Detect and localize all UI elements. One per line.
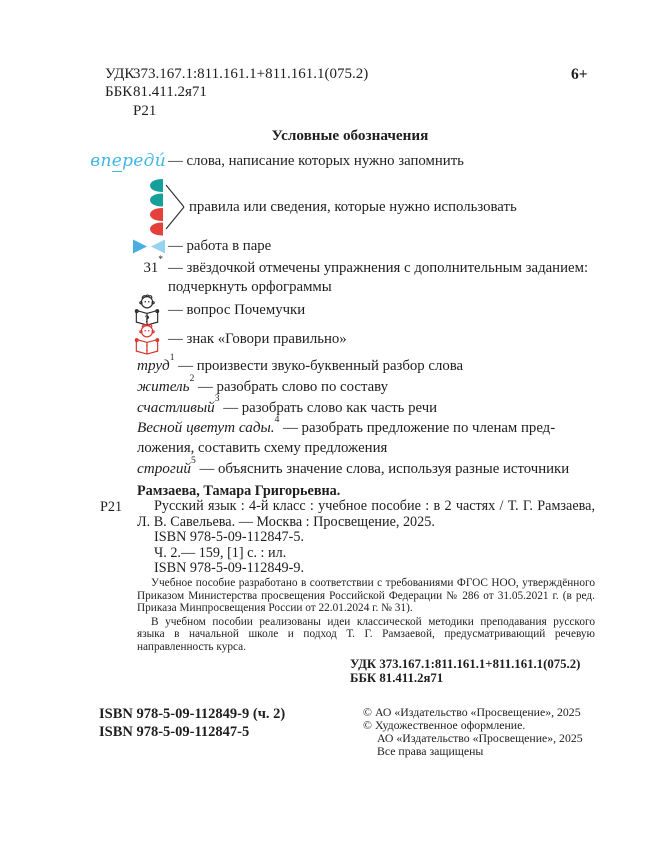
legend-desc-star: — звёздочкой отмечены упражнения с дополнительным заданием: подчеркнуть орфограммы bbox=[168, 260, 589, 295]
udk-bottom-block bbox=[350, 658, 595, 685]
footer-isbn-block bbox=[99, 706, 285, 741]
copyright-design-line: © Художественное оформление. bbox=[363, 718, 526, 732]
term-row-composition: житель$^2$ — разобрать слово по составу bbox=[137, 373, 389, 395]
legend-desc-rules: правила или сведения, которые нужно использовать bbox=[189, 198, 517, 215]
rules-bracket-icon bbox=[105, 178, 187, 236]
udk-label: УДК bbox=[105, 66, 135, 82]
isbn-part-line: ISBN 978-5-09-112849-9. bbox=[154, 560, 305, 577]
legend-list bbox=[90, 150, 595, 480]
copyright-publisher-line: © АО «Издательство «Просвещение», 2025 bbox=[363, 705, 581, 719]
footer-copyright-block bbox=[363, 706, 583, 758]
legend-row-memorize bbox=[90, 150, 595, 172]
rights-reserved-line: Все права защищены bbox=[377, 744, 484, 758]
legend-title: Условные обозначения bbox=[271, 127, 429, 144]
part-pages-line: Ч. 2.— 159, [1] с. : ил. bbox=[154, 544, 287, 561]
pochemuchka-icon bbox=[133, 294, 161, 326]
analysis-terms-list bbox=[137, 352, 595, 480]
copyright-icon: © bbox=[363, 705, 372, 719]
term-row-sentence: Весной цветут сады.$^4$ — разобрать предложение по членам предложения, составить схему предложения bbox=[137, 415, 556, 457]
legend-row-speak bbox=[105, 323, 595, 355]
legend-desc-memorize: — слова, написание которых нужно запомнить bbox=[168, 152, 464, 169]
term-row-meaning: строгий$^5$ — объяснить значение слова, используя разные источники bbox=[137, 455, 570, 477]
handwritten-word-icon: впереди́ bbox=[90, 151, 166, 171]
bbk-line bbox=[105, 83, 368, 101]
classification-codes bbox=[105, 65, 368, 120]
footer-isbn-full: ISBN 978-5-09-112847-5 bbox=[99, 723, 250, 740]
annotation-method: В учебном пособии реализованы идеи классической методики преподавания русского языка в начальной школе и подход Т. Г. Рамзаевой, предусматривающий речевую направленность курса. bbox=[137, 615, 595, 653]
author-heading: Рамзаева, Тамара Григорьевна. bbox=[137, 483, 341, 499]
bbk-label: ББК bbox=[105, 84, 133, 101]
term-row-sound: труд$^1$ — произвести звуко-буквенный разбор слова bbox=[137, 352, 464, 374]
term-row-part-of-speech: счастливый$^3$ — разобрать слово как часть речи bbox=[137, 394, 438, 416]
copyright-icon: © bbox=[363, 718, 372, 732]
catalog-entry-text: Русский язык : 4-й класс : учебное пособие : в 2 частях / Т. Г. Рамзаева, Л. В. Савельева. — Москва : Просвещение, 2025. bbox=[137, 498, 595, 530]
author-sign-code: Р21 bbox=[133, 102, 157, 119]
age-rating-badge: 6+ bbox=[571, 66, 588, 83]
bbk-bottom-line: ББК 81.411.2я71 bbox=[350, 670, 444, 685]
author-sign-code-entry: Р21 bbox=[100, 499, 123, 516]
udk-value: 373.167.1:811.161.1+811.161.1(075.2) bbox=[133, 66, 369, 82]
pair-work-icon bbox=[132, 239, 166, 254]
udk-bottom-line: УДК 373.167.1:811.161.1+811.161.1(075.2) bbox=[350, 657, 581, 672]
legend-desc-speak: — знак «Говори правильно» bbox=[168, 330, 347, 347]
svg-text:?: ? bbox=[144, 314, 150, 326]
star-exercise-number: 31* bbox=[143, 254, 163, 276]
legend-desc-pair: — работа в паре bbox=[168, 237, 272, 254]
legend-row-why bbox=[105, 294, 595, 326]
bbk-value: 81.411.2я71 bbox=[133, 84, 207, 101]
svg-text:!: ! bbox=[145, 343, 149, 355]
annotation-fgos: Учебное пособие разработано в соответствии с требованиями ФГОС НОО, утверждённого Приказом Министерства просвещения Российской Федерации № 286 от 31.05.2021 г. (в ред. Приказа Минпросвещения России от 22.01.2024 г. № 31). bbox=[137, 577, 595, 615]
footer-isbn-part: ISBN 978-5-09-112849-9 (ч. 2) bbox=[99, 706, 286, 722]
legend-row-rules bbox=[105, 178, 595, 236]
bibliographic-block bbox=[100, 484, 595, 685]
legend-row-pair bbox=[105, 238, 595, 254]
udk-line bbox=[105, 65, 368, 83]
speak-correctly-icon bbox=[133, 323, 161, 355]
copyright-design-publisher-line: АО «Издательство «Просвещение», 2025 bbox=[377, 731, 583, 745]
catalog-entry bbox=[100, 499, 595, 530]
legend-desc-why: — вопрос Почемучки bbox=[168, 301, 306, 318]
isbn-set-line: ISBN 978-5-09-112847-5. bbox=[154, 529, 305, 546]
legend-row-star bbox=[105, 254, 595, 297]
